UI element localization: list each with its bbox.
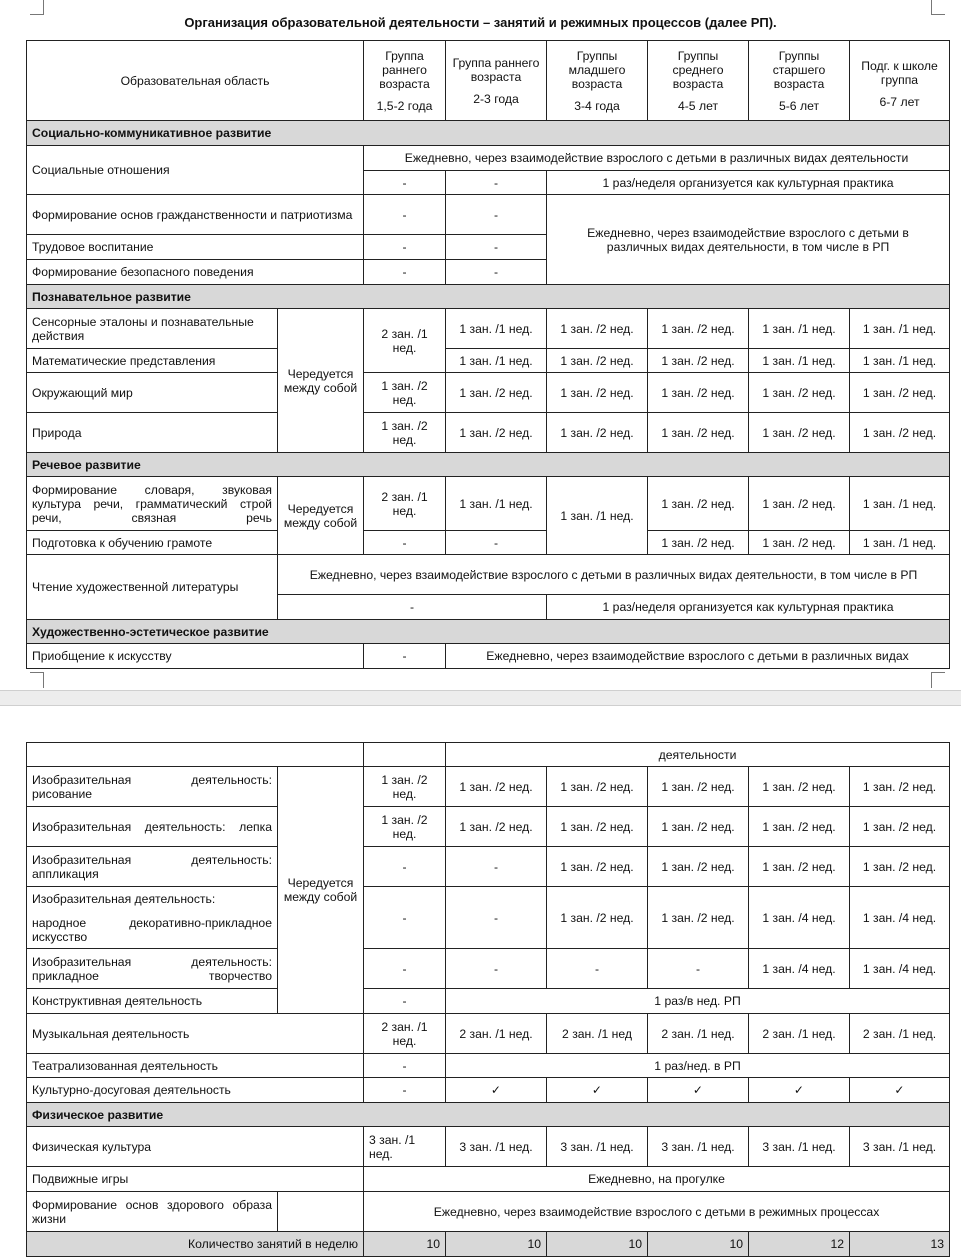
- cell-value: 1 зан. /4 нед.: [749, 949, 850, 989]
- cell-value: -: [446, 847, 547, 887]
- cell-value: -: [364, 1078, 446, 1103]
- table-row: [27, 887, 950, 949]
- section-title: Познавательное развитие: [27, 285, 950, 309]
- cell-value: 1 зан. /2 нед.: [364, 373, 446, 413]
- header-area: Образовательная область: [27, 41, 364, 121]
- cell-value: Ежедневно, через взаимодействие взрослого с детьми в различных видах деятельности, в том числе в РП: [278, 555, 950, 595]
- table-row: [27, 309, 950, 349]
- cell-value: 1 зан. /2 нед.: [648, 309, 749, 349]
- cell-value: -: [648, 949, 749, 989]
- cell-value: Ежедневно, на прогулке: [364, 1167, 950, 1192]
- table-row: [27, 1014, 950, 1054]
- checkmark-icon: ✓: [446, 1078, 547, 1103]
- header-group: Группы среднего возраста 4-5 лет: [648, 41, 749, 121]
- cell-value: 1 зан. /2 нед.: [850, 807, 950, 847]
- cell-value: -: [364, 260, 446, 285]
- crop-mark: [931, 672, 932, 688]
- cell-value: 1 зан. /2 нед.: [648, 531, 749, 555]
- cell-value: 1 зан. /2 нед.: [749, 413, 850, 453]
- total-value: 10: [446, 1232, 547, 1257]
- table-row: [27, 1078, 950, 1103]
- row-label: Изобразительная деятельность: рисование: [27, 767, 278, 807]
- table-row: [27, 477, 950, 531]
- table-row: [27, 807, 950, 847]
- cell-value: 1 зан. /2 нед.: [364, 413, 446, 453]
- row-label: Сенсорные эталоны и познавательные действия: [27, 309, 278, 349]
- cell-value: 1 зан. /2 нед.: [749, 531, 850, 555]
- table-row: [27, 644, 950, 669]
- row-label: Подготовка к обучению грамоте: [27, 531, 278, 555]
- table-row: [27, 349, 950, 373]
- row-label: Культурно-досуговая деятельность: [27, 1078, 364, 1103]
- totals-row: [27, 1232, 950, 1257]
- table-row: [27, 413, 950, 453]
- crop-mark: [30, 672, 44, 673]
- header-group: Группы старшего возраста 5-6 лет: [749, 41, 850, 121]
- table-row: [27, 1167, 950, 1192]
- row-label: Музыкальная деятельность: [27, 1014, 364, 1054]
- cell-value: 1 зан. /2 нед.: [364, 767, 446, 807]
- row-label: Формирование безопасного поведения: [27, 260, 364, 285]
- cell-value: 1 зан. /2 нед.: [547, 767, 648, 807]
- total-value: 12: [749, 1232, 850, 1257]
- row-label: Физическая культура: [27, 1127, 364, 1167]
- cell-value: 1 зан. /2 нед.: [547, 309, 648, 349]
- cell-value: 1 зан. /2 нед.: [446, 373, 547, 413]
- row-label: [27, 743, 364, 767]
- section-title: Художественно-эстетическое развитие: [27, 620, 950, 644]
- table-row: [27, 1054, 950, 1078]
- row-label: Математические представления: [27, 349, 278, 373]
- cell-value: 2 зан. /1 нед.: [364, 1014, 446, 1054]
- cell-value: -: [278, 595, 547, 620]
- cell-value: 1 зан. /1 нед.: [446, 477, 547, 531]
- cell-value: -: [446, 260, 547, 285]
- row-label: Окружающий мир: [27, 373, 278, 413]
- header-group: Группа раннего возраста 1,5-2 года: [364, 41, 446, 121]
- cell-value: 1 зан. /2 нед.: [850, 767, 950, 807]
- cell-value: 1 зан. /2 нед.: [648, 373, 749, 413]
- section-title: Физическое развитие: [27, 1103, 950, 1127]
- cell-value: 1 зан. /2 нед.: [749, 477, 850, 531]
- cell-value: 1 раз/неделя организуется как культурная практика: [547, 171, 950, 195]
- section-title: Речевое развитие: [27, 453, 950, 477]
- section-row: [27, 285, 950, 309]
- cell-value: 1 зан. /2 нед.: [446, 807, 547, 847]
- cell-value: -: [364, 195, 446, 235]
- cell-value: 1 зан. /2 нед.: [850, 413, 950, 453]
- cell-value: 2 зан. /1 нед: [547, 1014, 648, 1054]
- row-label: Изобразительная деятельность: лепка: [27, 807, 278, 847]
- row-label: Трудовое воспитание: [27, 235, 364, 260]
- table-row: [27, 531, 950, 555]
- cell-value: 1 зан. /2 нед.: [446, 767, 547, 807]
- cell-value: -: [364, 235, 446, 260]
- checkmark-icon: ✓: [648, 1078, 749, 1103]
- cell-value: деятельности: [446, 743, 950, 767]
- table-row: [27, 847, 950, 887]
- cell-value: 3 зан. /1 нед.: [749, 1127, 850, 1167]
- total-value: 10: [364, 1232, 446, 1257]
- schedule-table-page-2: [26, 742, 950, 1257]
- cell-value: 1 зан. /2 нед.: [850, 847, 950, 887]
- cell-value: 2 зан. /1 нед.: [364, 477, 446, 531]
- cell-value: -: [364, 171, 446, 195]
- cell-value: 1 зан. /2 нед.: [547, 349, 648, 373]
- cell-value: 1 зан. /4 нед.: [850, 949, 950, 989]
- cell-value: -: [446, 195, 547, 235]
- cell-value: 1 зан. /1 нед.: [850, 477, 950, 531]
- cell-value: 1 зан. /2 нед.: [749, 373, 850, 413]
- cell-value: 1 зан. /2 нед.: [547, 413, 648, 453]
- cell-value: 1 зан. /2 нед.: [648, 349, 749, 373]
- section-row: [27, 453, 950, 477]
- cell-value: Ежедневно, через взаимодействие взрослого с детьми в различных видах деятельности, в том числе в РП: [547, 195, 950, 285]
- table-row: [27, 195, 950, 235]
- cell-value: 1 зан. /2 нед.: [850, 373, 950, 413]
- cell-value: 1 зан. /2 нед.: [648, 807, 749, 847]
- cell-value: 1 раз/нед. в РП: [446, 1054, 950, 1078]
- cell-value: 1 зан. /1 нед.: [850, 349, 950, 373]
- header-row: [27, 41, 950, 121]
- table-row: [27, 767, 950, 807]
- cell-value: 1 зан. /1 нед.: [547, 477, 648, 555]
- row-label: Чтение художественной литературы: [27, 555, 278, 620]
- cell-value: 1 зан. /2 нед.: [648, 887, 749, 949]
- row-label: Театрализованная деятельность: [27, 1054, 364, 1078]
- total-value: 10: [648, 1232, 749, 1257]
- page-separator: [0, 690, 961, 706]
- cell-value: 1 зан. /4 нед.: [850, 887, 950, 949]
- cell-value: 1 зан. /4 нед.: [749, 887, 850, 949]
- totals-label: Количество занятий в неделю: [27, 1232, 364, 1257]
- cell-value: Ежедневно, через взаимодействие взрослого с детьми в режимных процессах: [364, 1192, 950, 1232]
- cell-value: -: [446, 949, 547, 989]
- table-row: [27, 555, 950, 595]
- cell-value: 1 зан. /2 нед.: [749, 847, 850, 887]
- cell-value: -: [364, 989, 446, 1014]
- cell-value: 1 раз/в нед. РП: [446, 989, 950, 1014]
- cell-value: -: [364, 531, 446, 555]
- table-row: [27, 949, 950, 989]
- row-label: Формирование основ гражданственности и патриотизма: [27, 195, 364, 235]
- cell-value: 1 зан. /2 нед.: [648, 767, 749, 807]
- cell-value: 3 зан. /1 нед.: [364, 1127, 446, 1167]
- row-label: Социальные отношения: [27, 146, 364, 195]
- table-row: [27, 743, 950, 767]
- crop-mark: [43, 672, 44, 688]
- cell-value: 1 зан. /2 нед.: [648, 847, 749, 887]
- cell-value: 1 зан. /2 нед.: [749, 807, 850, 847]
- table-row: [27, 1192, 950, 1232]
- table-row: [27, 373, 950, 413]
- header-group: Группа раннего возраста 2-3 года: [446, 41, 547, 121]
- row-label: Изобразительная деятельность: народное декоративно-прикладное искусство: [27, 887, 278, 949]
- cell-value: 1 зан. /2 нед.: [648, 413, 749, 453]
- cell-value: 1 зан. /2 нед.: [446, 413, 547, 453]
- cell-value: 1 зан. /2 нед.: [547, 847, 648, 887]
- cell-value: 2 зан. /1 нед.: [364, 309, 446, 373]
- cell-value: 1 зан. /2 нед.: [364, 807, 446, 847]
- row-label: Формирование основ здорового образа жизни: [27, 1192, 278, 1232]
- checkmark-icon: ✓: [547, 1078, 648, 1103]
- row-label: Приобщение к искусству: [27, 644, 364, 669]
- cell-value: 1 зан. /2 нед.: [749, 767, 850, 807]
- table-row: [27, 1127, 950, 1167]
- total-value: 13: [850, 1232, 950, 1257]
- cell-value: -: [364, 644, 446, 669]
- alternate-note: Чередуется между собой: [278, 767, 364, 1014]
- cell-value: -: [364, 949, 446, 989]
- row-label: Формирование словаря, звуковая культура речи, грамматический строй речи, связная речь: [27, 477, 278, 531]
- crop-mark: [931, 0, 932, 14]
- cell-value: -: [446, 171, 547, 195]
- cell-value: 1 зан. /1 нед.: [446, 309, 547, 349]
- cell-value: 1 зан. /1 нед.: [749, 349, 850, 373]
- checkmark-icon: ✓: [850, 1078, 950, 1103]
- schedule-table-page-1: [26, 40, 950, 669]
- table-row: [27, 146, 950, 171]
- crop-mark: [931, 672, 945, 673]
- cell-value: -: [446, 531, 547, 555]
- cell-value: Ежедневно, через взаимодействие взрослого с детьми в различных видах деятельности: [364, 146, 950, 171]
- cell-value: 1 раз/неделя организуется как культурная практика: [547, 595, 950, 620]
- cell-value: 1 зан. /1 нед.: [850, 531, 950, 555]
- cell-value: -: [364, 847, 446, 887]
- cell-value: 3 зан. /1 нед.: [648, 1127, 749, 1167]
- cell-value: 2 зан. /1 нед.: [446, 1014, 547, 1054]
- row-label: Подвижные игры: [27, 1167, 364, 1192]
- cell-value: 2 зан. /1 нед.: [648, 1014, 749, 1054]
- cell-value: 1 зан. /1 нед.: [749, 309, 850, 349]
- section-row: [27, 620, 950, 644]
- row-label: Природа: [27, 413, 278, 453]
- cell-value: 1 зан. /2 нед.: [547, 373, 648, 413]
- alternate-note: Чередуется между собой: [278, 309, 364, 453]
- cell-value: [364, 743, 446, 767]
- crop-mark: [43, 0, 44, 14]
- row-label: Изобразительная деятельность: аппликация: [27, 847, 278, 887]
- row-label: Изобразительная деятельность: прикладное творчество: [27, 949, 278, 989]
- section-row: [27, 1103, 950, 1127]
- cell-value: Ежедневно, через взаимодействие взрослого с детьми в различных видах: [446, 644, 950, 669]
- cell-value: -: [547, 949, 648, 989]
- cell-value: 1 зан. /1 нед.: [850, 309, 950, 349]
- cell-value: -: [364, 887, 446, 949]
- cell-value: 1 зан. /1 нед.: [446, 349, 547, 373]
- table-row: [27, 989, 950, 1014]
- section-row: [27, 121, 950, 146]
- cell-value: -: [446, 235, 547, 260]
- row-label: Конструктивная деятельность: [27, 989, 278, 1014]
- section-title: Социально-коммуникативное развитие: [27, 121, 950, 146]
- cell-value: 1 зан. /2 нед.: [547, 807, 648, 847]
- total-value: 10: [547, 1232, 648, 1257]
- cell-value: 3 зан. /1 нед.: [446, 1127, 547, 1167]
- cell-value: 1 зан. /2 нед.: [648, 477, 749, 531]
- cell-value: 3 зан. /1 нед.: [850, 1127, 950, 1167]
- cell-value: 1 зан. /2 нед.: [547, 887, 648, 949]
- document-title: Организация образовательной деятельности – занятий и режимных процессов (далее РП).: [184, 15, 777, 30]
- checkmark-icon: ✓: [749, 1078, 850, 1103]
- cell-value: [278, 1192, 364, 1232]
- cell-value: 2 зан. /1 нед.: [749, 1014, 850, 1054]
- cell-value: 2 зан. /1 нед.: [850, 1014, 950, 1054]
- cell-value: -: [446, 887, 547, 949]
- header-group: Группы младшего возраста 3-4 года: [547, 41, 648, 121]
- header-group: Подг. к школе группа 6-7 лет: [850, 41, 950, 121]
- alternate-note: Чередуется между собой: [278, 477, 364, 555]
- cell-value: 3 зан. /1 нед.: [547, 1127, 648, 1167]
- cell-value: -: [364, 1054, 446, 1078]
